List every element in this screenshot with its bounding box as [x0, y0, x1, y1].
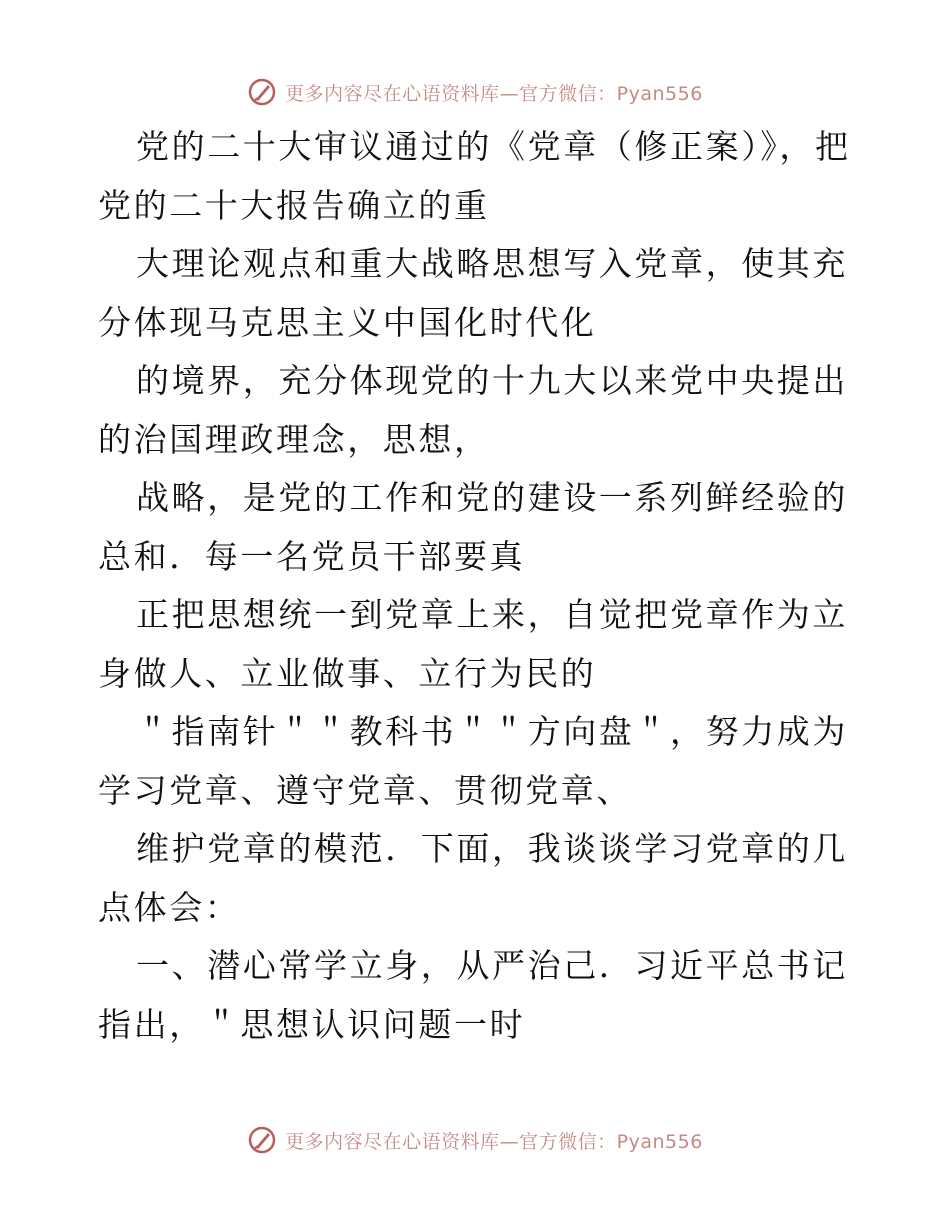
paragraph: 的境界，充分体现党的十九大以来党中央提出的治国理政理念，思想，: [98, 361, 848, 459]
paragraph: 一、潜心常学立身，从严治己．习近平总书记指出，＂思想认识问题一时: [98, 946, 848, 1044]
watermark-text: 更多内容尽在心语资料库—官方微信：Pyan556: [285, 1130, 703, 1153]
paragraph: ＂指南针＂＂教科书＂＂方向盘＂，努力成为学习党章、遵守党章、贯彻党章、: [98, 712, 848, 810]
paragraph: 大理论观点和重大战略思想写入党章，使其充分体现马克思主义中国化时代化: [98, 244, 848, 342]
footer-watermark: [0, 1120, 950, 1160]
paragraph: 维护党章的模范．下面，我谈谈学习党章的几点体会：: [98, 829, 848, 927]
watermark-text: 更多内容尽在心语资料库—官方微信：Pyan556: [285, 82, 703, 105]
paragraph: 战略，是党的工作和党的建设一系列鲜经验的总和．每一名党员干部要真: [98, 478, 848, 576]
header-watermark: [0, 72, 950, 112]
paragraph: 党的二十大审议通过的《党章（修正案）》，把党的二十大报告确立的重: [98, 127, 851, 225]
document-body: [98, 118, 858, 1054]
feather-pen-icon: [247, 77, 277, 107]
paragraph: 正把思想统一到党章上来，自觉把党章作为立身做人、立业做事、立行为民的: [98, 595, 848, 693]
feather-pen-icon: [247, 1125, 277, 1155]
